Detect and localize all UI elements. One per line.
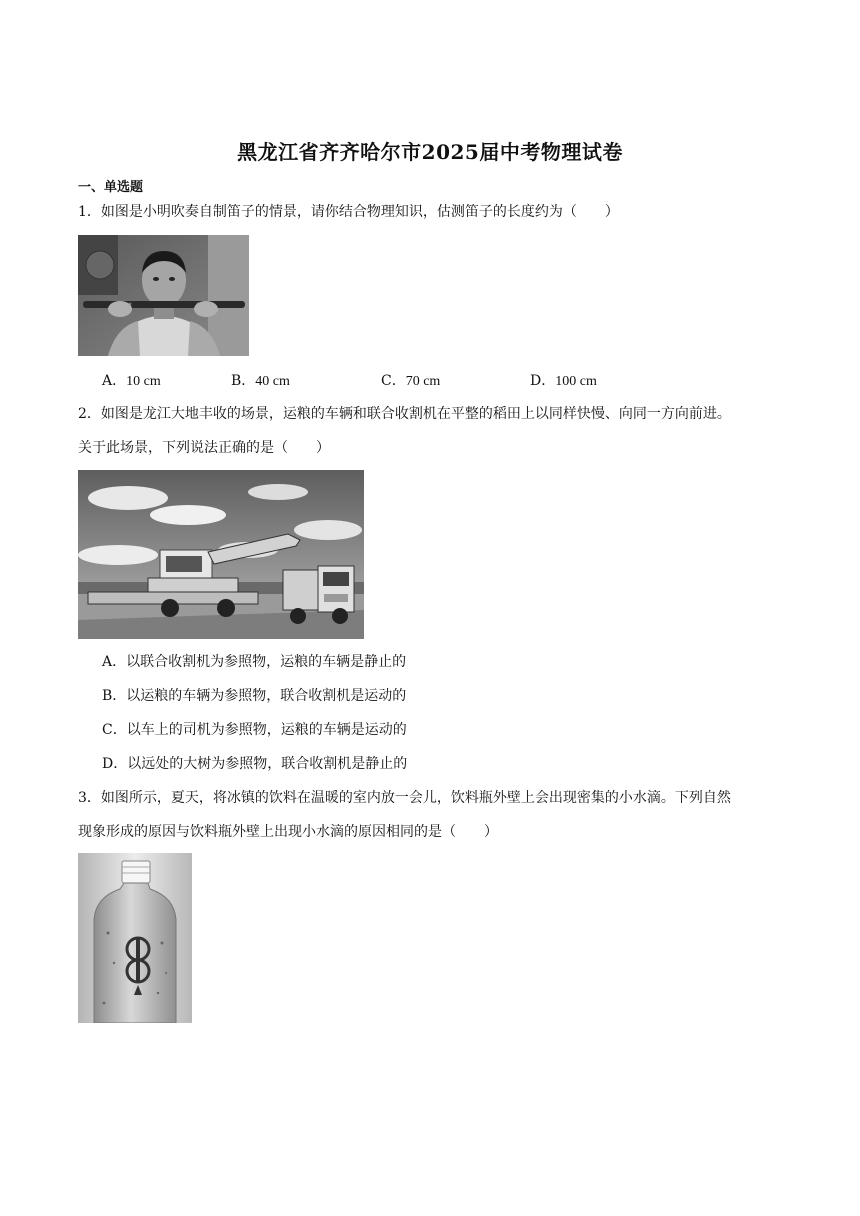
section-heading: 一、单选题 (78, 180, 144, 195)
option-letter: C． (381, 373, 406, 389)
water-bottle-photo (78, 853, 192, 1023)
flute-player-photo (78, 235, 249, 356)
q2-option-c[interactable]: C．以车上的司机为参照物，运粮的车辆是运动的 (102, 722, 407, 738)
option-letter: A． (102, 373, 127, 389)
flute-player-illustration (78, 235, 249, 356)
question-3-stem-line-1: 3．如图所示，夏天，将冰镇的饮料在温暖的室内放一会儿，饮料瓶外壁上会出现密集的小水滴。下列自然 (78, 790, 731, 806)
harvest-scene-photo (78, 470, 364, 639)
option-letter: B． (231, 373, 256, 389)
q1-option-c[interactable] (381, 371, 440, 392)
option-value: 100 cm (555, 374, 597, 389)
q1-option-d[interactable] (530, 371, 597, 392)
option-letter: D． (530, 373, 556, 389)
option-value: 10 cm (126, 374, 161, 389)
question-2-stem-line-1: 2．如图是龙江大地丰收的场景，运粮的车辆和联合收割机在平整的稻田上以同样快慢、向同一方向前进。 (78, 406, 731, 422)
option-value: 40 cm (255, 374, 290, 389)
question-1-stem: 1．如图是小明吹奏自制笛子的情景，请你结合物理知识，估测笛子的长度约为（ ） (78, 204, 619, 220)
harvest-scene-illustration (78, 470, 364, 639)
q1-option-b[interactable] (231, 371, 290, 392)
q1-option-a[interactable] (102, 371, 161, 392)
question-3-stem-line-2: 现象形成的原因与饮料瓶外壁上出现小水滴的原因相同的是（ ） (78, 824, 498, 840)
page-title: 黑龙江省齐齐哈尔市2025届中考物理试卷 (237, 140, 623, 164)
q2-option-d[interactable]: D．以远处的大树为参照物，联合收割机是静止的 (102, 756, 408, 772)
q2-option-a[interactable]: A．以联合收割机为参照物，运粮的车辆是静止的 (102, 654, 407, 670)
option-value: 70 cm (405, 374, 441, 389)
question-2-stem-line-2: 关于此场景，下列说法正确的是（ ） (78, 440, 330, 456)
water-bottle-illustration (78, 853, 192, 1023)
q2-option-b[interactable]: B．以运粮的车辆为参照物，联合收割机是运动的 (102, 688, 407, 704)
